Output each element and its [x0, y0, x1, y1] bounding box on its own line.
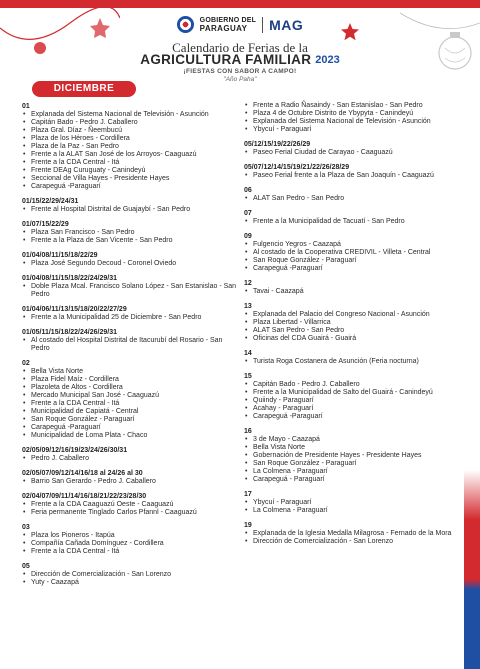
- list-item: • Pedro J. Caballero: [22, 455, 237, 463]
- date-group: [22, 197, 237, 214]
- slogan-subtitle: "Año Paha": [223, 76, 257, 83]
- date-heading: 02/05/09/12/16/19/23/24/26/30/31: [22, 447, 128, 454]
- list-item: • Frente a la Municipalidad 25 de Diciembre - San Pedro: [22, 314, 237, 322]
- list-item: • Frente al Hospital Distrital de Guajaybí - San Pedro: [22, 206, 237, 214]
- list-item: • Frente a la Plaza de San Vicente - San Pedro: [22, 237, 237, 245]
- list-item: • Plaza Gral. Díaz - Ñeembucú: [22, 127, 237, 135]
- date-group: [22, 102, 237, 191]
- date-group: [244, 102, 459, 134]
- list-item: • Bella Vista Norte: [244, 444, 459, 452]
- date-group: [244, 521, 459, 546]
- list-item: • Explanada del Sistema Nacional de Televisión - Asunción: [244, 118, 459, 126]
- list-item: • Municipalidad de Loma Plata - Chaco: [22, 432, 237, 440]
- list-item: • Dirección de Comercialización - San Lorenzo: [22, 571, 237, 579]
- date-heading: 09: [244, 233, 252, 240]
- date-heading: 02: [22, 360, 30, 367]
- list-item: • Ybycuí - Paraguarí: [244, 126, 459, 134]
- list-item: • Ybycuí - Paraguarí: [244, 499, 459, 507]
- date-heading: 01: [22, 103, 30, 110]
- date-group: [22, 492, 237, 517]
- date-group: [244, 490, 459, 515]
- list-item: • Compañía Cañada Domínguez - Cordillera: [22, 540, 237, 548]
- list-item: • Frente a la CDA Central - Itá: [22, 400, 237, 408]
- date-group: [244, 163, 459, 180]
- date-heading: 02/05/07/09/12/14/16/18 al 24/26 al 30: [22, 470, 143, 477]
- list-item: • Doble Plaza Mcal. Francisco Solano López - San Estanislao - San Pedro: [22, 283, 237, 299]
- list-item: • Tavai - Caazapá: [244, 288, 459, 296]
- list-item: • Plaza de los Héroes - Cordillera: [22, 135, 237, 143]
- date-group: [244, 209, 459, 226]
- list-item: • Carapeguá -Paraguarí: [244, 265, 459, 273]
- date-group: [244, 186, 459, 203]
- list-item: • Bella Vista Norte: [22, 368, 237, 376]
- month-badge: DICIEMBRE: [32, 81, 136, 97]
- date-group: [244, 279, 459, 296]
- list-item: • Carapeguá - Paraguarí: [244, 476, 459, 484]
- list-item: • La Colmena - Paraguarí: [244, 468, 459, 476]
- list-item: • Plaza 4 de Octubre Distrito de Ybypyta - Canindeyú: [244, 110, 459, 118]
- date-heading: 05/12/15/19/22/26/29: [244, 141, 311, 148]
- date-heading: 01/07/15/22/29: [22, 221, 69, 228]
- list-item: • Municipalidad de Capiatá - Central: [22, 408, 237, 416]
- date-group: [22, 220, 237, 245]
- list-item: • Yuty - Caazapá: [22, 579, 237, 587]
- date-heading: 03: [22, 524, 30, 531]
- right-color-stripe: [464, 470, 480, 669]
- list-item: • Barrio San Gerardo - Pedro J. Caballero: [22, 478, 237, 486]
- list-item: • Frente a la ALAT San José de los Arroyos- Caaguazú: [22, 151, 237, 159]
- list-item: • Carapeguá -Paraguarí: [22, 183, 237, 191]
- list-item: • La Colmena - Paraguarí: [244, 507, 459, 515]
- schedule-column-right: [244, 102, 459, 552]
- date-heading: 15: [244, 373, 252, 380]
- date-heading: 16: [244, 428, 252, 435]
- schedule-column-left: [22, 102, 237, 593]
- list-item: • Al costado de la Cooperativa CREDIVIL - Villeta - Central: [244, 249, 459, 257]
- list-item: • 3 de Mayo - Caazapá: [244, 436, 459, 444]
- date-heading: 05/07/12/14/15/19/21/22/26/28/29: [244, 164, 350, 171]
- date-group: [244, 427, 459, 484]
- list-item: • Plaza Fidel Maíz - Cordillera: [22, 376, 237, 384]
- list-item: • Paseo Ferial frente a la Plaza de San Joaquín - Caaguazú: [244, 172, 459, 180]
- date-group: [22, 274, 237, 299]
- list-item: • Plaza de la Paz - San Pedro: [22, 143, 237, 151]
- list-item: • Plaza San Francisco - San Pedro: [22, 229, 237, 237]
- list-item: • Mercado Municipal San José - Caaguazú: [22, 392, 237, 400]
- logo-separator: [262, 17, 263, 33]
- logo-line-2: PARAGUAY: [199, 23, 248, 33]
- list-item: • Explanada de la Iglesia Medalla Milagrosa - Fernado de la Mora: [244, 530, 459, 538]
- list-item: • Carapeguá -Paraguarí: [244, 413, 459, 421]
- list-item: • Explanada del Sistema Nacional de Televisión - Asunción: [22, 111, 237, 119]
- list-item: • Paseo Ferial Ciudad de Carayao - Caaguazú: [244, 149, 459, 157]
- date-heading: 01/05/11/15/18/22/24/26/29/31: [22, 329, 117, 336]
- list-item: • Dirección de Comercialización - San Lorenzo: [244, 538, 459, 546]
- list-item: • Frente a Radio Ñasaindy - San Estanislao - San Pedro: [244, 102, 459, 110]
- list-item: • Gobernación de Presidente Hayes - Presidente Hayes: [244, 452, 459, 460]
- list-item: • Seccional de Villa Hayes - Presidente Hayes: [22, 175, 237, 183]
- list-item: • Turista Roga Costanera de Asunción (Feria nocturna): [244, 358, 459, 366]
- header-logos: [0, 16, 480, 33]
- date-group: [244, 140, 459, 157]
- list-item: • San Roque González - Paraguarí: [244, 257, 459, 265]
- date-group: [22, 469, 237, 486]
- date-heading: 02/04/07/09/11/14/16/18/21/22/23/28/30: [22, 493, 147, 500]
- date-group: [22, 305, 237, 322]
- list-item: • Frente a la Municipalidad de Tacuatí - San Pedro: [244, 218, 459, 226]
- page-title-line-2: [0, 52, 480, 67]
- date-heading: 01/15/22/29/24/31: [22, 198, 79, 205]
- date-group: [244, 302, 459, 343]
- slogan: ¡FIESTAS CON SABOR A CAMPO!: [183, 68, 297, 75]
- date-group: [244, 349, 459, 366]
- list-item: • Capitán Bado - Pedro J. Caballero: [22, 119, 237, 127]
- list-item: • ALAT San Pedro - San Pedro: [244, 327, 459, 335]
- list-item: • Frente a la CDA Caaguazú Oeste - Caaguazú: [22, 501, 237, 509]
- date-heading: 01/04/08/11/15/18/22/29: [22, 252, 98, 259]
- page-title-main: AGRICULTURA FAMILIAR: [140, 52, 312, 67]
- list-item: • Carapeguá -Paraguarí: [22, 424, 237, 432]
- list-item: • Plazoleta de Altos - Cordillera: [22, 384, 237, 392]
- date-heading: 01/04/08/11/15/18/22/24/29/31: [22, 275, 117, 282]
- page-title-line-1: Calendario de Ferias de la: [172, 40, 308, 55]
- date-group: [244, 232, 459, 273]
- date-heading: 07: [244, 210, 252, 217]
- date-heading: 01/04/06/11/13/15/18/20/22/27/29: [22, 306, 127, 313]
- list-item: • ALAT San Pedro - San Pedro: [244, 195, 459, 203]
- list-item: • Frente a la CDA Central - Itá: [22, 159, 237, 167]
- date-group: [22, 446, 237, 463]
- page-year: 2023: [315, 54, 340, 66]
- list-item: • Plaza los Pioneros - Itapúa: [22, 532, 237, 540]
- government-logo-text: [200, 17, 256, 33]
- date-group: [244, 372, 459, 421]
- government-seal-icon: [177, 16, 194, 33]
- date-group: [22, 562, 237, 587]
- list-item: • San Roque González - Paraguarí: [244, 460, 459, 468]
- date-group: [22, 523, 237, 556]
- list-item: • Quiindy - Paraguarí: [244, 397, 459, 405]
- list-item: • San Roque González - Paraguarí: [22, 416, 237, 424]
- date-heading: 17: [244, 491, 252, 498]
- date-heading: 19: [244, 522, 252, 529]
- date-heading: 14: [244, 350, 252, 357]
- list-item: • Plaza José Segundo Decoud - Coronel Oviedo: [22, 260, 237, 268]
- list-item: • Acahay - Paraguarí: [244, 405, 459, 413]
- date-heading: 13: [244, 303, 252, 310]
- date-group: [22, 251, 237, 268]
- list-item: • Frente a la Municipalidad de Salto del Guairá - Canindeyú: [244, 389, 459, 397]
- date-heading: 12: [244, 280, 252, 287]
- date-group: [22, 359, 237, 440]
- list-item: • Feria permanente Tinglado Carlos Pfannl - Caaguazú: [22, 509, 237, 517]
- logo-line-1: GOBIERNO DEL: [199, 16, 257, 24]
- list-item: • Explanada del Palacio del Congreso Nacional - Asunción: [244, 311, 459, 319]
- list-item: • Capitán Bado - Pedro J. Caballero: [244, 381, 459, 389]
- mag-logo: MAG: [269, 16, 304, 33]
- list-item: • Plaza Libertad - Villarrica: [244, 319, 459, 327]
- date-heading: 06: [244, 187, 252, 194]
- date-heading: 05: [22, 563, 30, 570]
- top-color-bar: [0, 0, 480, 8]
- list-item: • Oficinas del CDA Guairá - Guairá: [244, 335, 459, 343]
- list-item: • Frente DEAg Curuguaty - Canindeyú: [22, 167, 237, 175]
- list-item: • Fulgencio Yegros - Caazapá: [244, 241, 459, 249]
- date-group: [22, 328, 237, 353]
- list-item: • Frente a la CDA Central - Itá: [22, 548, 237, 556]
- list-item: • Al costado del Hospital Distrital de Itacurubí del Rosario - San Pedro: [22, 337, 237, 353]
